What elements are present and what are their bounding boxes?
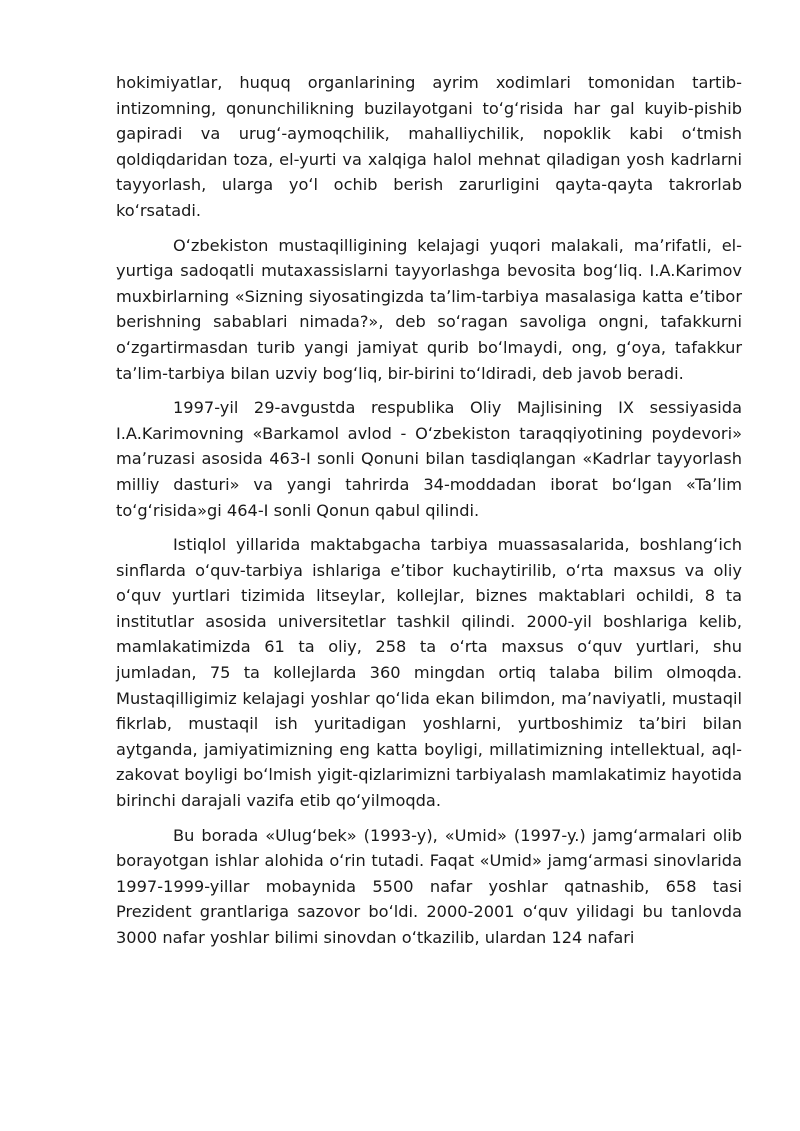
- paragraph-independence-future: Oʻzbekiston mustaqilligining kelajagi yuqori malakali, maʼrifatli, el- yurtiga sadoqatli mutaxassislarni tayyorlashga bevosita bogʻliq. I.A.Karimov muxbirlarning «Sizning siyosatingizda taʼlim-tarbiya masalasiga katta eʼtibor berishning sabablari nimada?», deb soʻragan savoliga ongni, tafakkurni oʻzgartirmasdan turib yangi jamiyat qurib boʻlmaydi, ong, gʻoya, tafakkur taʼlim-tarbiya bilan uzviy bogʻliq, bir-birini toʻldiradi, deb javob beradi.: [116, 235, 742, 383]
- document-page: [116, 70, 742, 960]
- paragraph-foundations: Bu borada «Ulugʻbek» (1993-y), «Umid» (1997-y.) jamgʻarmalari olib borayotgan ishlar alohida oʻrin tutadi. Faqat «Umid» jamgʻarmasi sinovlarida 1997-1999-yillar mobaynida 5500 nafar yoshlar qatnashib, 658 tasi Prezident grantlariga sazovor boʻldi. 2000-2001 oʻquv yilidagi bu tanlovda 3000 nafar yoshlar bilimi sinovdan oʻtkazilib, ulardan 124 nafari: [116, 825, 742, 947]
- paragraph-education-institutions: Istiqlol yillarida maktabgacha tarbiya muassasalarida, boshlangʻich sinflarda oʻquv-tarbiya ishlariga eʼtibor kuchaytirilib, oʻrta maxsus va oliy oʻquv yurtlari tizimida litseylar, kollejlar, biznes maktablari ochildi, 8 ta institutlar asosida universitetlar tashkil qilindi. 2000-yil boshlariga kelib, mamlakatimizda 61 ta oliy, 258 ta oʻrta maxsus oʻquv yurtlari, shu jumladan, 75 ta kollejlarda 360 mingdan ortiq talaba bilim olmoqda. Mustaqilligimiz kelajagi yoshlar qoʻlida ekan bilimdon, maʼnaviyatli, mustaqil fikrlab, mustaqil ish yuritadigan yoshlarni, yurtboshimiz taʼbiri bilan aytganda, jamiyatimizning eng katta boyligi, millatimizning intellektual, aql-zakovat boyligi boʻlmish yigit-qizlarimizni tarbiyalash mamlakatimiz hayotida birinchi darajali vazifa etib qoʻyilmoqda.: [116, 535, 742, 811]
- paragraph-continued: hokimiyatlar, huquq organlarining ayrim xodimlari tomonidan tartib-intizomning, qonunchilikning buzilayotgani toʻgʻrisida har gal kuyib-pishib gapiradi va urugʻ-aymoqchilik, mahalliychilik, nopoklik kabi oʻtmish qoldiqdaridan toza, el-yurti va xalqiga halol mehnat qiladigan yosh kadrlarni tayyorlash, ularga yoʻl ochib berish zarurligini qayta-qayta takrorlab koʻrsatadi.: [116, 73, 742, 220]
- paragraph-1997-laws: 1997-yil 29-avgustda respublika Oliy Majlisining IX sessiyasida I.A.Karimovning «Barkamol avlod - Oʻzbekiston taraqqiyotining poydevori» maʼruzasi asosida 463-I sonli Qonuni bilan tasdiqlangan «Kadrlar tayyorlash milliy dasturi» va yangi tahrirda 34-moddadan iborat boʻlgan «Taʼlim toʻgʻrisida»gi 464-I sonli Qonun qabul qilindi.: [116, 398, 742, 520]
